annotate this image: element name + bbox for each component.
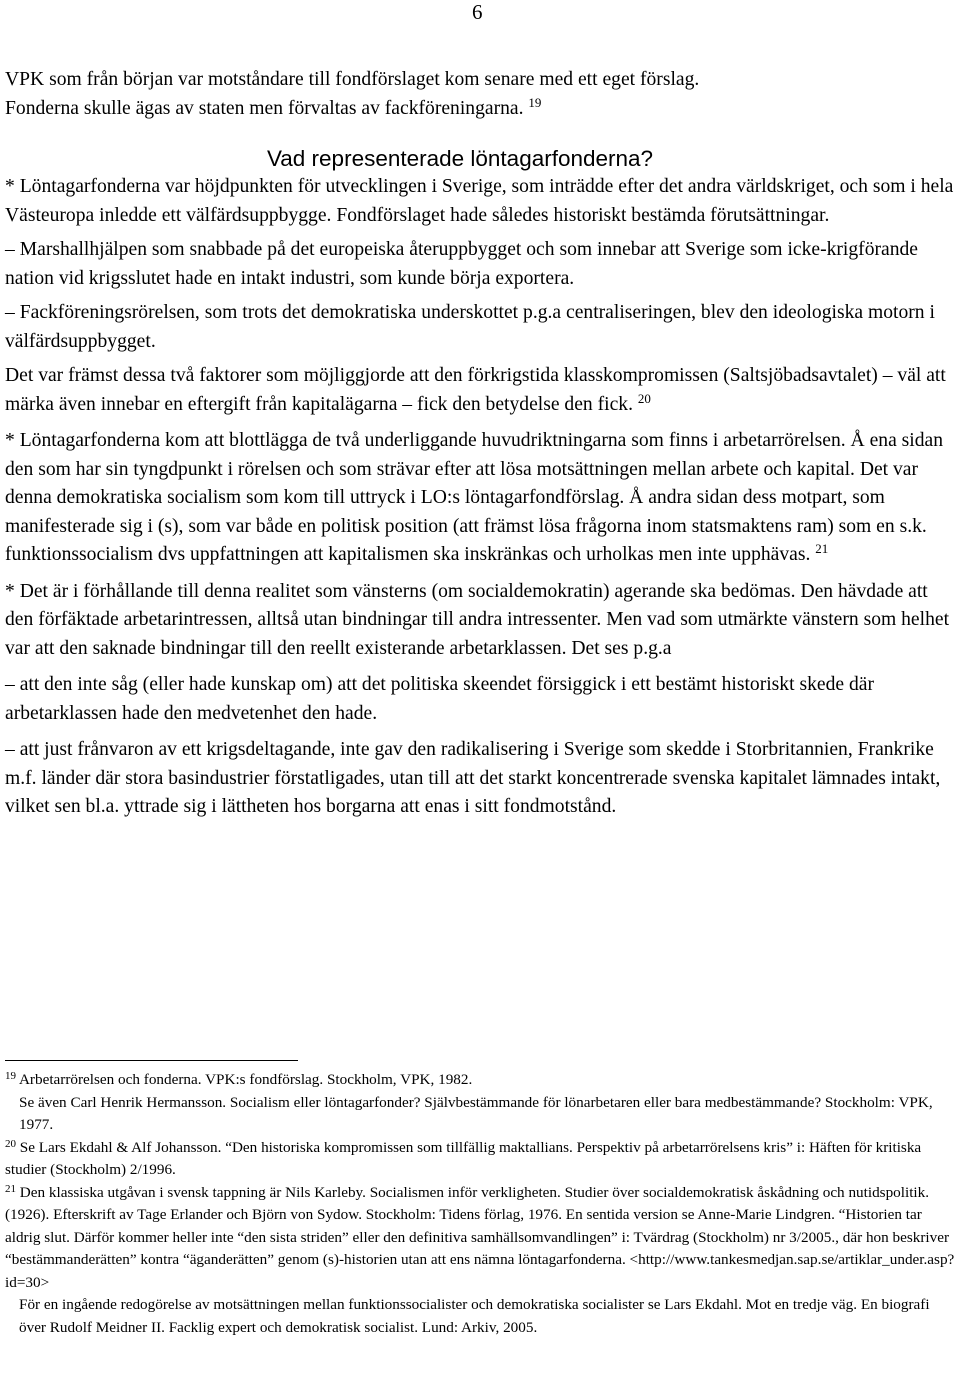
footnote-21-continued: För en ingående redogörelse av motsättningen mellan funktionssocialister och demokratiska socialister se Lars Ekdahl. Mot en tredje väg. En biografi över Rudolf Meidner II. Facklig expert och demokratisk socialist. Lund: Arkiv, 2005.	[19, 1296, 930, 1336]
footnote-number-21: 21	[5, 1182, 16, 1195]
footnote-20-text: Se Lars Ekdahl & Alf Johansson. “Den historiska kompromissen som tillfällig maktallians. Perspektiv på arbetarrörelsens kris” i: Häften för kritiska studier (Stockholm) 2/1996.	[5, 1138, 922, 1178]
paragraph-vpk	[5, 66, 955, 123]
footnote-number-19: 19	[5, 1070, 16, 1082]
footnote-19	[5, 1069, 955, 1092]
huvudriktningar-text: * Löntagarfonderna kom att blottlägga de två underliggande huvudriktningarna som finns i arbetarrörelsen. Å ena sidan den som har sin tyngdpunkt i rörelsen och som strävar efter att lösa motsättningen mellan arbete och kapital. Det var denna demokratiska socialism som kom till uttryck i LO:s löntagarfondförslag. Å andra sidan dess motpart, som manifesterade sig i (s), som var både en politisk position (att främst lösa frågorna inom statsmaktens ram) som en s.k. funktionssocialism dvs uppfattningen att kapitalismen ska inskränkas och urholkas men inte upphävas.	[5, 430, 944, 565]
paragraph-vanstern: * Det är i förhållande till denna realitet som vänsterns (om socialdemokratin) agerande ska bedömas. Den hävdade att den förfäktade arbetarintressen, alltså utan bindningar till andra intressenter. Men vad som utmärkte vänstern som helhet var att den saknade bindningar till den reellt existerande arbetarklassen. Det ses p.g.a	[5, 580, 950, 659]
footnotes	[5, 1069, 955, 1339]
paragraph-marshallhjalpen: – Marshallhjälpen som snabbade på det europeiska återuppbygget och som innebar att Sverige som icke-krigförande nation vid krigsslutet hade en intakt industri, som kunde börja exportera.	[5, 239, 919, 289]
paragraph-fackforeningsrorelsen: – Fackföreningsrörelsen, som trots det demokratiska underskottet p.g.a centraliseringen, blev den ideologiska motorn i välfärdsuppbygget.	[5, 302, 935, 352]
footnote-19-continued: Se även Carl Henrik Hermansson. Socialism eller löntagarfonder? Självbestämmande för lönarbetaren eller bara medbestämmande? Stockholm: VPK, 1977.	[19, 1093, 933, 1133]
main-text	[5, 66, 955, 822]
paragraph-lontagarfonderna: * Löntagarfonderna var höjdpunkten för utvecklingen i Sverige, som inträdde efter det andra världskriget, och som i hela Västeuropa inledde ett välfärdsuppbygge. Fondförslaget hade således historiskt bestämda förutsättningar.	[5, 176, 954, 226]
page-number: 6	[472, 0, 483, 24]
vpk-line-1: VPK som från början var motståndare till fondförslaget kom senare med ett eget förslag.	[5, 69, 700, 90]
footnote-separator	[5, 1060, 298, 1061]
paragraph-krigsdeltagande: – att just frånvaron av ett krigsdeltagande, inte gav den radikalisering i Sverige som skedde i Storbritannien, Frankrike m.f. länder där stora basindustrier förstatligades, utan till att det starkt koncentrerade svenska kapitalet lämnades intakt, vilket sen bl.a. yttrade sig i lättheten hos borgarna att enas i sitt fondmotstånd.	[5, 739, 941, 817]
paragraph-faktorer	[5, 362, 955, 419]
footnote-21-text: Den klassiska utgåvan i svensk tappning är Nils Karleby. Socialismen inför verkligheten. Studier över socialdemokratisk åskådning och nutidspolitik. (1926). Efterskrift av Tage Erlander och Björn von Sydow. Stockholm: Tidens förlag, 1976. En sentida version se Anne-Marie Lindgren. “Historien tar aldrig slut. Därför kommer heller inte “den sista striden” eller den definitiva samhällsomvandlingen” i: Tvärdrag (Stockholm) nr 3/2005., där hon beskriver “bestämmanderätten” kontra “äganderätten” genom (s)-historien utan att ens nämna löntagarfonderna. <http://www.tankesmedjan.sap.se/artiklar_under.asp?id=30>	[5, 1183, 955, 1291]
footnote-ref-20[interactable]: 20	[637, 390, 651, 406]
paragraph-huvudriktningar	[5, 427, 955, 570]
footnote-21	[5, 1182, 955, 1295]
footnote-20	[5, 1137, 955, 1182]
section-heading: Vad representerade löntagarfonderna?	[266, 146, 654, 171]
footnote-19-text: Arbetarrörelsen och fonderna. VPK:s fondförslag. Stockholm, VPK, 1982.	[18, 1071, 473, 1088]
footnote-ref-21[interactable]: 21	[815, 541, 829, 556]
paragraph-skede: – att den inte såg (eller hade kunskap om) att det politiska skeendet försiggick i ett bestämt historiskt skede där arbetarklassen hade den medvetenhet den hade.	[5, 674, 874, 724]
vpk-line-2: Fonderna skulle ägas av staten men förvaltas av fackföreningarna.	[5, 97, 524, 119]
footnote-ref-19[interactable]: 19	[528, 94, 542, 110]
footnote-number-20: 20	[5, 1137, 16, 1150]
faktorer-text: Det var främst dessa två faktorer som möjliggjorde att den förkrigstida klasskompromissen (Saltsjöbadsavtalet) – väl att märka även innebar en eftergift från kapitalägarna – fick den betydelse den fick.	[5, 365, 946, 415]
